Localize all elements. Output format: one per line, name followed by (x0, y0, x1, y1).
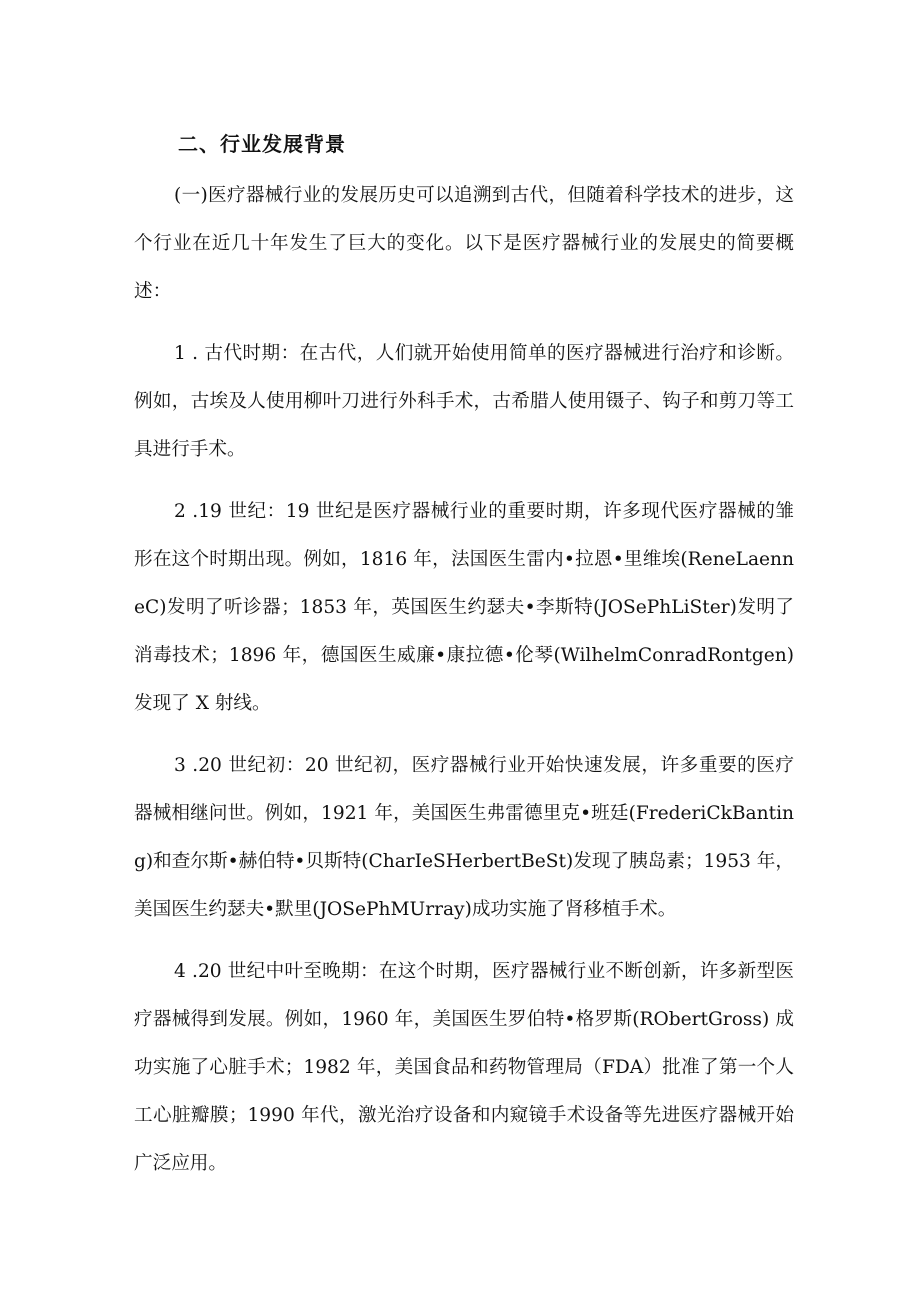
document-body (134, 124, 794, 1202)
nineteenth-century-paragraph: 2 .19 世纪：19 世纪是医疗器械行业的重要时期，许多现代医疗器械的雏形在这个时期出现。例如，1816 年，法国医生雷内•拉恩•里维埃(ReneLaenneC)发明了听诊器；1853 年，英国医生约瑟夫•李斯特(JOSePhLiSter)发明了消毒技术；1896 年，德国医生威廉•康拉德•伦琴(WilhelmConradRontgen)发现了 X 射线。 (134, 501, 794, 714)
section-heading: 二、行业发展背景 (178, 132, 346, 156)
intro-paragraph: (一)医疗器械行业的发展历史可以追溯到古代，但随着科学技术的进步，这个行业在近几十年发生了巨大的变化。以下是医疗器械行业的发展史的简要概述： (134, 185, 794, 302)
mid-late-twentieth-century-paragraph: 4 .20 世纪中叶至晚期：在这个时期，医疗器械行业不断创新，许多新型医疗器械得到发展。例如，1960 年，美国医生罗伯特•格罗斯(RObertGross) 成功实施了心脏手术；1982 年，美国食品和药物管理局（FDA）批准了第一个人工心脏瓣膜；1990 年代，激光治疗设备和内窥镜手术设备等先进医疗器械开始广泛应用。 (134, 961, 794, 1174)
ancient-period-paragraph: 1 . 古代时期：在古代，人们就开始使用简单的医疗器械进行治疗和诊断。例如，古埃及人使用柳叶刀进行外科手术，古希腊人使用镊子、钩子和剪刀等工具进行手术。 (134, 343, 794, 460)
early-twentieth-century-paragraph: 3 .20 世纪初：20 世纪初，医疗器械行业开始快速发展，许多重要的医疗器械相继问世。例如，1921 年，美国医生弗雷德里克•班廷(FrederiCkBanting)和查尔斯•赫伯特•贝斯特(CharIeSHerbertBeSt)发现了胰岛素；1953 年，美国医生约瑟夫•默里(JOSePhMUrray)成功实施了肾移植手术。 (134, 755, 795, 920)
